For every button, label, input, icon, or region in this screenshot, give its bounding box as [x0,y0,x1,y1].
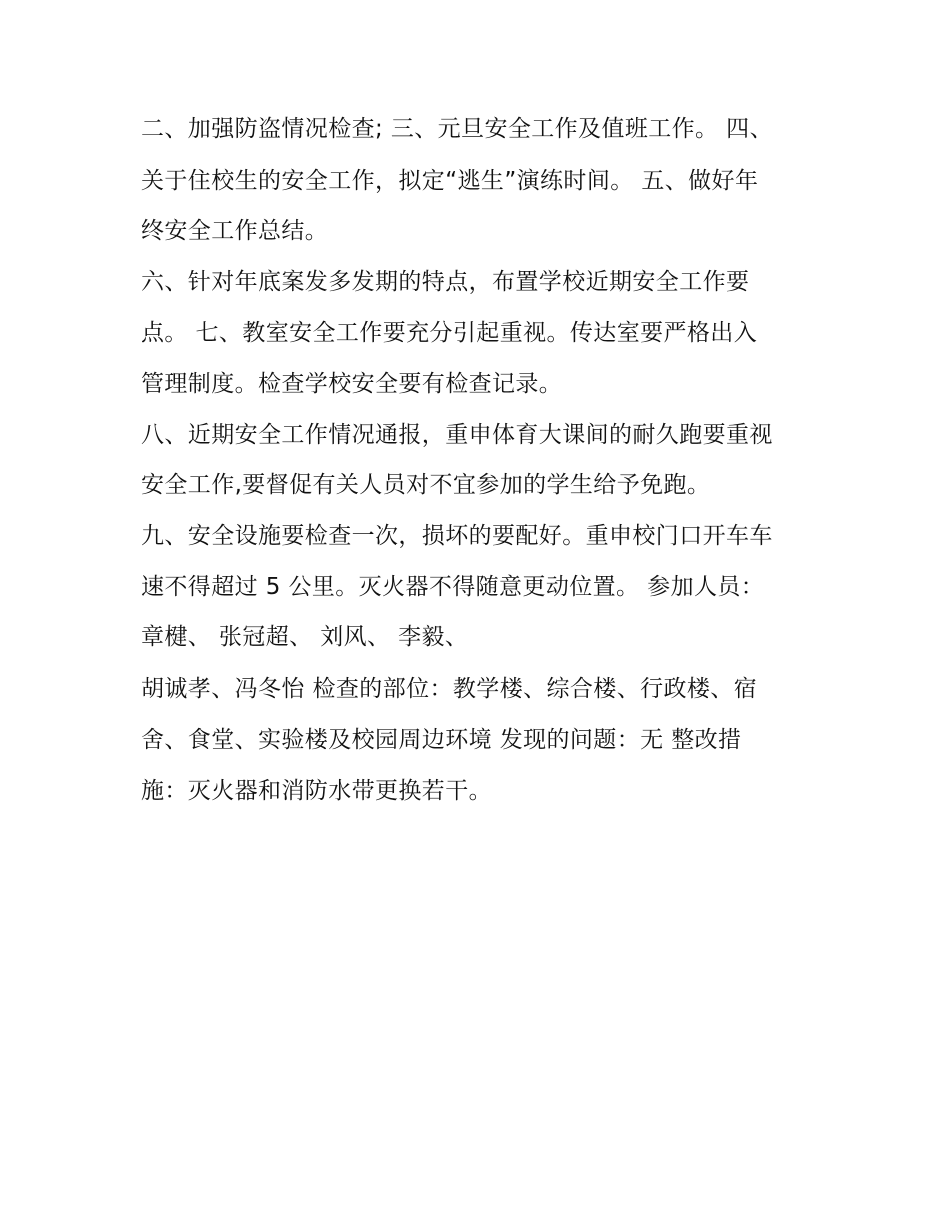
text-line: 速不得超过 5 公里。灭火器不得随意更动位置。 参加人员： [141,574,765,600]
text-line: 胡诚孝、冯冬怡 检查的部位：教学楼、综合楼、行政楼、宿 [141,676,758,702]
text-line: 章楗、 张冠超、 刘风、 李毅、 [141,624,469,650]
text-line: 施：灭火器和消防水带更换若干。 [141,778,492,804]
text-line: 关于住校生的安全工作，拟定“逃生”演练时间。 五、做好年 [141,168,759,194]
text-line: 舍、食堂、实验楼及校园周边环境 发现的问题：无 整改措 [141,727,742,753]
text-line: 九、安全设施要检查一次，损坏的要配好。重申校门口开车车 [141,523,773,549]
text-line: 八、近期安全工作情况通报，重申体育大课间的耐久跑要重视 [141,422,773,448]
text-line: 点。 七、教室安全工作要充分引起重视。传达室要严格出入 [141,320,758,346]
text-line: 二、加强防盗情况检查; 三、元旦安全工作及值班工作。 四、 [141,116,773,142]
text-line: 管理制度。检查学校安全要有检查记录。 [141,371,563,397]
text-line: 安全工作,要督促有关人员对不宜参加的学生给予免跑。 [141,472,711,498]
text-line: 终安全工作总结。 [141,218,329,244]
text-line: 六、针对年底案发多发期的特点，布置学校近期安全工作要 [141,269,750,295]
